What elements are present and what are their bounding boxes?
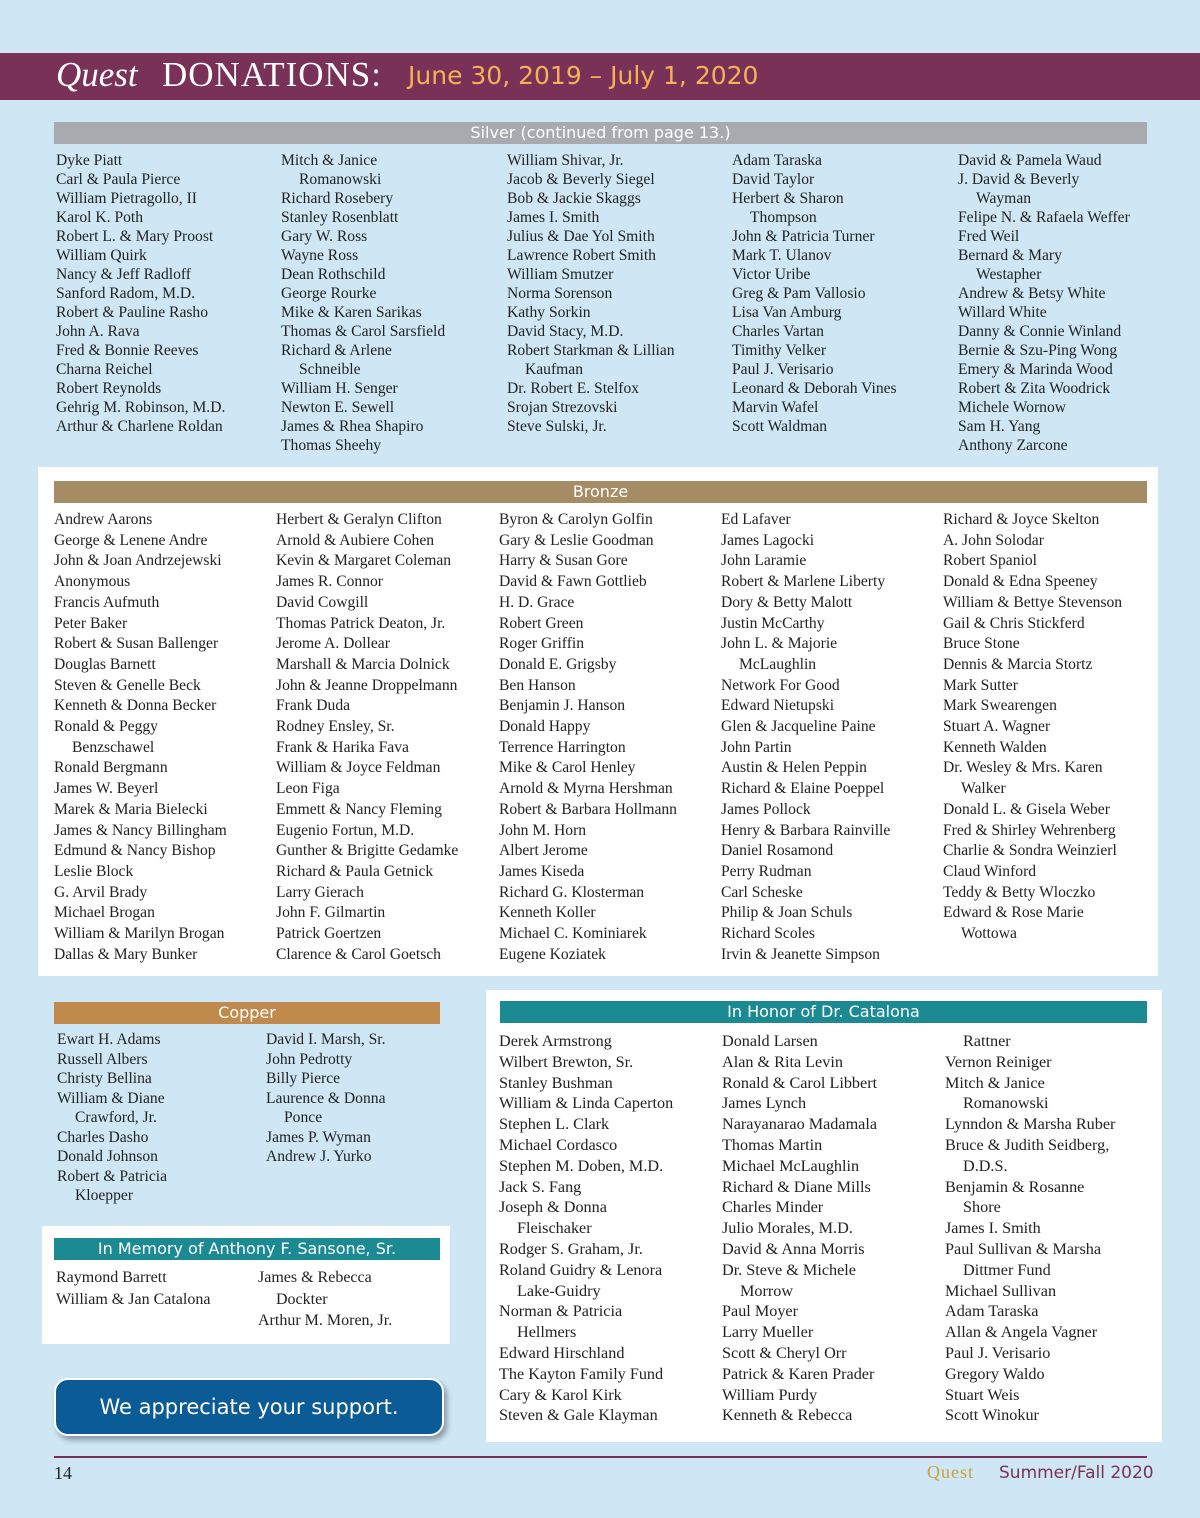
donor-name: Russell Albers [57,1050,148,1068]
donor-name: Raymond Barrett [56,1269,167,1286]
quest-logo-text: Quest [56,55,138,94]
bronze-column-4 [721,510,890,965]
donor-name: Edward Nietupski [721,697,835,715]
donor-name: Claud Winford [943,862,1037,880]
donor-name: Michael Cordasco [499,1135,618,1154]
donor-name: Paul Sullivan & Marsha [945,1239,1102,1258]
donor-name: Richard & Arlene [281,342,392,359]
donor-name-continued: Ponce [284,1109,323,1126]
donor-name-continued: Dittmer Fund [963,1260,1051,1279]
donor-name-continued: Dockter [276,1290,328,1308]
donor-name: Richard Rosebery [281,190,394,207]
donor-name: Benjamin J. Hanson [499,697,626,715]
donor-name: Arnold & Myrna Hershman [499,780,673,798]
donor-name: William Quirk [56,247,147,264]
donor-name: David I. Marsh, Sr. [266,1031,386,1048]
donor-name: James & Rebecca [258,1269,372,1286]
donor-name: Richard G. Klosterman [499,883,645,901]
donor-name-continued: Fleischaker [517,1219,592,1238]
donor-name: Byron & Carolyn Golfin [499,511,653,528]
donor-name: G. Arvil Brady [54,883,148,901]
donor-name: Stanley Rosenblatt [281,209,399,226]
donor-name: Dory & Betty Malott [721,593,853,611]
donor-name: Kevin & Margaret Coleman [276,552,452,570]
donor-name: John L. & Majorie [721,635,838,653]
donor-name: John & Jeanne Droppelmann [276,676,458,694]
donor-name: David Taylor [732,171,815,188]
donor-name: Fred & Shirley Wehrenberg [943,821,1116,839]
donor-name: Mike & Carol Henley [499,759,636,777]
donor-name: Ed Lafaver [721,511,791,528]
donor-name-continued: Schneible [299,361,361,378]
donor-name: Christy Bellina [57,1070,152,1087]
donor-name: Donald E. Grigsby [499,655,617,673]
donor-name: Leonard & Deborah Vines [732,380,897,397]
donor-name: Laurence & Donna [266,1089,386,1107]
bronze-column-1 [54,510,227,965]
donor-name: Sam H. Yang [958,418,1041,435]
donor-name: William & Diane [57,1089,165,1107]
donor-name: Irvin & Jeanette Simpson [721,945,880,963]
donor-name-continued: D.D.S. [963,1156,1008,1175]
donor-name: Daniel Rosamond [721,842,834,860]
donor-name: Teddy & Betty Wloczko [943,883,1096,901]
donor-name: Arnold & Aubiere Cohen [276,531,435,549]
donor-name: Adam Taraska [732,152,822,169]
donor-name: J. David & Beverly [958,171,1080,188]
donor-name: James Kiseda [499,862,585,880]
donor-name: William & Linda Caperton [499,1094,674,1113]
donor-name: Anonymous [54,573,131,591]
donor-name: Arthur & Charlene Roldan [56,418,223,435]
donor-name: Paul J. Verisario [732,361,834,378]
donor-name: James I. Smith [507,209,600,226]
donor-name: George Rourke [281,285,377,302]
memory-column-2 [258,1267,392,1332]
bronze-band: Bronze [54,481,1147,503]
donor-name: Kenneth Walden [943,738,1047,756]
donor-name: Larry Mueller [722,1323,814,1342]
donor-name: Francis Aufmuth [54,593,160,611]
donor-name: William Pietragollo, II [56,190,197,207]
page-number: 14 [54,1463,72,1483]
donor-name: Ben Hanson [499,676,576,694]
donor-name: Mitch & Janice [945,1073,1045,1092]
donor-name-continued: Morrow [740,1281,794,1300]
donor-name: John Pedrotty [266,1050,353,1068]
silver-column-3 [507,151,675,436]
donor-name: Richard & Paula Getnick [276,862,434,880]
donor-name: Eugene Koziatek [499,945,606,963]
donor-name: Danny & Connie Winland [958,323,1122,340]
donor-name: Rodger S. Graham, Jr. [499,1239,643,1258]
silver-column-1 [56,151,225,436]
donor-name-continued: Hellmers [517,1323,577,1342]
donor-name: John A. Rava [56,323,140,340]
donor-name: Charles Dasho [57,1128,149,1146]
donor-name: Donald Johnson [57,1148,158,1165]
copper-column-2 [266,1030,386,1167]
donor-name: Richard & Joyce Skelton [943,511,1100,528]
donor-name: Larry Gierach [276,883,364,901]
donor-name: Adam Taraska [945,1302,1039,1321]
donor-name: James P. Wyman [266,1128,371,1146]
donor-name: William & Marilyn Brogan [54,925,225,943]
donor-name: Gary & Leslie Goodman [499,531,654,549]
donor-name: David & Anna Morris [722,1239,865,1258]
donor-name: The Kayton Family Fund [499,1364,664,1383]
donor-name-continued: Kaufman [525,361,584,378]
donor-name: Kenneth & Donna Becker [54,697,217,715]
donor-name-continued: Lake-Guidry [517,1281,601,1300]
donor-name: A. John Solodar [943,531,1044,549]
donor-name: Robert & Susan Ballenger [54,635,219,653]
donor-name: William Smutzer [507,266,614,283]
donor-name: Dyke Piatt [56,152,123,169]
donor-name: Austin & Helen Peppin [721,759,867,777]
donor-name: Billy Pierce [266,1070,341,1087]
donor-name: Timithy Velker [732,342,827,359]
donor-name: Steven & Gale Klayman [499,1406,658,1425]
donor-name: Michael Sullivan [945,1281,1057,1300]
donor-name: Mark Swearengen [943,697,1057,715]
donor-name: Steve Sulski, Jr. [507,418,607,435]
donor-name: Paul Moyer [722,1302,798,1321]
donor-name: Jacob & Beverly Siegel [507,171,655,188]
donor-name: Dr. Robert E. Stelfox [507,380,640,397]
donor-name: Michael McLaughlin [722,1156,860,1175]
donor-name: Donald L. & Gisela Weber [943,800,1110,818]
donor-name: Norma Sorenson [507,285,613,302]
donor-name: Donald Larsen [722,1032,818,1050]
donor-name: Charna Reichel [56,361,153,378]
donor-name: Donald Happy [499,718,591,736]
donor-name: Stephen L. Clark [499,1115,610,1134]
donor-name: Michele Wornow [958,399,1067,416]
honor-column-2 [722,1031,877,1426]
bronze-column-3 [499,510,677,965]
donor-name: Bruce & Judith Seidberg, [945,1135,1110,1154]
donor-name: Network For Good [721,676,840,694]
donor-name: Nancy & Jeff Radloff [56,266,191,283]
donor-name: David & Fawn Gottlieb [499,573,647,591]
donor-name-continued: Crawford, Jr. [75,1109,157,1126]
donor-name-continued: Thompson [750,209,817,226]
date-range: June 30, 2019 – July 1, 2020 [408,61,759,90]
donor-name: Scott & Cheryl Orr [722,1343,847,1362]
bronze-column-2 [276,510,458,965]
donor-name: Frank & Harika Fava [276,738,409,756]
donor-name: Joseph & Donna [499,1198,607,1217]
donor-name: Herbert & Geralyn Clifton [276,511,442,528]
donor-name: Allan & Angela Vagner [945,1323,1098,1342]
donor-name: William & Bettye Stevenson [943,593,1123,611]
donor-name-continued: Rattner [963,1032,1011,1050]
donor-name: Gary W. Ross [281,228,368,245]
donor-name: H. D. Grace [499,593,575,611]
donor-name: William Shivar, Jr. [507,152,624,169]
donor-name: Herbert & Sharon [732,190,844,207]
donor-name: John & Patricia Turner [732,228,875,245]
donor-name: Norman & Patricia [499,1302,623,1321]
donor-name: Glen & Jacqueline Paine [721,718,876,736]
donor-name: Narayanarao Madamala [722,1115,878,1134]
donor-name: Bernie & Szu-Ping Wong [958,342,1118,359]
donor-name: Andrew & Betsy White [958,285,1106,302]
donor-name: James Pollock [721,800,811,818]
donor-name: Marvin Wafel [732,399,819,416]
donor-name: Gehrig M. Robinson, M.D. [56,399,226,416]
donor-name: Fred & Bonnie Reeves [56,342,199,359]
donor-name: Robert Spaniol [943,552,1037,570]
donor-name: Dallas & Mary Bunker [54,945,198,963]
support-banner: We appreciate your support. [54,1378,444,1436]
donor-name: Julio Morales, M.D. [722,1219,853,1238]
donor-name: Perry Rudman [721,862,812,880]
donor-name: Fred Weil [958,228,1020,245]
donor-name: William Purdy [722,1385,818,1404]
donor-name: Srojan Strezovski [507,399,618,416]
copper-band: Copper [54,1002,440,1024]
donor-name: Julius & Dae Yol Smith [507,228,655,245]
donor-name: Robert & Barbara Hollmann [499,800,677,818]
donor-name: Carl & Paula Pierce [56,171,181,188]
donor-name: George & Lenene Andre [54,531,208,549]
donor-name: Frank Duda [276,697,351,715]
donor-name: Alan & Rita Levin [722,1052,843,1071]
donor-name: David & Pamela Waud [958,152,1102,169]
donor-name-continued: McLaughlin [739,655,817,673]
donor-name: Terrence Harrington [499,738,626,756]
donor-name: Rodney Ensley, Sr. [276,718,395,736]
donor-name: Dennis & Marcia Stortz [943,655,1093,673]
donor-name: Robert Green [499,614,584,632]
donor-name: Stuart Weis [945,1385,1020,1404]
donor-name: John M. Horn [499,821,587,839]
donor-name: John & Joan Andrzejewski [54,552,222,570]
silver-band: Silver (continued from page 13.) [54,122,1147,144]
donor-name-continued: Kloepper [75,1187,134,1204]
memory-column-1 [56,1267,210,1310]
donor-name: Kathy Sorkin [507,304,591,321]
donor-name: Willard White [958,304,1047,321]
donor-name: Bob & Jackie Skaggs [507,190,641,207]
donor-name: Clarence & Carol Goetsch [276,945,441,963]
donor-name-continued: Romanowski [299,171,382,188]
donor-name: Scott Winokur [945,1406,1039,1425]
memory-band: In Memory of Anthony F. Sansone, Sr. [54,1238,440,1260]
footer-rule [54,1456,1147,1458]
donor-name: Ronald & Carol Libbert [722,1073,878,1092]
donor-name: James R. Connor [276,573,383,591]
donor-name: James & Nancy Billingham [54,821,227,839]
donor-name: Gunther & Brigitte Gedamke [276,842,459,860]
donor-name: Emmett & Nancy Fleming [276,800,442,818]
donor-name: Robert & Marlene Liberty [721,573,886,591]
donor-name: Gregory Waldo [945,1364,1045,1383]
donor-name: Ronald Bergmann [54,759,168,777]
donor-name: Ewart H. Adams [57,1031,161,1048]
donor-name: Roland Guidry & Lenora [499,1260,663,1279]
donor-name: Lisa Van Amburg [732,304,842,321]
donations-heading: DONATIONS: [162,55,382,94]
donor-name: Robert & Zita Woodrick [958,380,1111,397]
donor-name: Richard & Diane Mills [722,1177,871,1196]
donor-name: Andrew Aarons [54,511,153,528]
donor-name: Karol K. Poth [56,209,144,226]
donor-name: Charlie & Sondra Weinzierl [943,842,1117,860]
donor-name-continued: Westapher [976,266,1042,283]
donor-name: Steven & Genelle Beck [54,676,201,694]
donor-name: William H. Senger [281,380,398,397]
donor-name: Harry & Susan Gore [499,552,628,570]
donor-name: Lynndon & Marsha Ruber [945,1115,1116,1134]
donor-name-continued: Benzschawel [72,738,155,756]
donor-name: James W. Beyerl [54,780,159,798]
donor-name: Thomas & Carol Sarsfield [281,323,446,340]
donor-name: Stephen M. Doben, M.D. [499,1156,664,1175]
footer-quest-logo: Quest [927,1462,974,1482]
donor-name: John F. Gilmartin [276,904,386,922]
donor-name: Sanford Radom, M.D. [56,285,196,302]
donor-name: Gail & Chris Stickferd [943,614,1085,632]
honor-column-3 [945,1031,1115,1426]
donor-name: Mitch & Janice [281,152,378,169]
donor-name: John Laramie [721,552,807,570]
donor-name: Anthony Zarcone [958,437,1068,454]
silver-column-5 [958,151,1130,455]
donor-name: David Cowgill [276,593,369,611]
donor-name-continued: Walker [961,780,1006,798]
donor-name: Michael Brogan [54,904,155,922]
donor-name: Edward Hirschland [499,1343,625,1362]
donor-name: Thomas Martin [722,1135,823,1154]
donor-name: Arthur M. Moren, Jr. [258,1312,393,1329]
donor-name: Scott Waldman [732,418,828,435]
donor-name: Dean Rothschild [281,266,386,283]
donor-name: Robert Starkman & Lillian [507,342,675,359]
donor-name: Mark Sutter [943,676,1018,694]
donor-name: Greg & Pam Vallosio [732,285,866,302]
donor-name: Dr. Wesley & Mrs. Karen [943,759,1103,777]
donor-name: Robert L. & Mary Proost [56,228,214,245]
donor-name: Patrick Goertzen [276,925,382,943]
donor-name-continued: Wayman [976,190,1032,207]
honor-band: In Honor of Dr. Catalona [500,1001,1147,1023]
donor-name: Charles Minder [722,1198,824,1217]
donor-name: William & Joyce Feldman [276,759,441,777]
donor-name: Jerome A. Dollear [276,635,390,653]
donor-name: John Partin [721,738,792,756]
donor-name: Marek & Maria Bielecki [54,800,208,818]
donor-name: Kenneth Koller [499,904,596,922]
donor-name: Mark T. Ulanov [732,247,832,264]
donor-name: Kenneth & Rebecca [722,1406,853,1425]
donor-name: Lawrence Robert Smith [507,247,656,264]
donor-name: Richard & Elaine Poeppel [721,780,885,798]
donor-name: James Lynch [722,1094,807,1113]
donor-name: Stanley Bushman [499,1073,613,1092]
donor-name: James & Rhea Shapiro [281,418,424,435]
donor-name-continued: Romanowski [963,1094,1049,1113]
donor-name: Felipe N. & Rafaela Weffer [958,209,1130,226]
donor-name: Robert & Patricia [57,1167,167,1185]
donor-name: James I. Smith [945,1219,1041,1238]
donor-name: Stuart A. Wagner [943,718,1051,736]
donor-name: Mike & Karen Sarikas [281,304,422,321]
donor-name: Patrick & Karen Prader [722,1364,875,1383]
donor-name: Justin McCarthy [721,614,825,632]
donor-name-continued: Wottowa [961,925,1017,943]
donor-name-continued: Shore [963,1198,1001,1217]
donor-name: Henry & Barbara Rainville [721,821,891,839]
donor-name: Eugenio Fortun, M.D. [276,821,415,839]
donor-name: Carl Scheske [721,883,803,901]
donor-name: Benjamin & Rosanne [945,1177,1085,1196]
honor-column-1 [499,1031,673,1426]
donor-name: Wilbert Brewton, Sr. [499,1052,634,1071]
donor-name: Robert Reynolds [56,380,162,397]
donor-name: Cary & Karol Kirk [499,1385,622,1404]
donor-name: Charles Vartan [732,323,824,340]
donor-name: Bruce Stone [943,635,1020,653]
donor-name: Vernon Reiniger [945,1052,1052,1071]
donor-name: James Lagocki [721,531,815,549]
donor-name: Dr. Steve & Michele [722,1260,856,1279]
donor-name: Victor Uribe [732,266,811,283]
silver-column-2 [281,151,445,455]
donor-name: Philip & Joan Schuls [721,904,853,922]
donor-name: Edward & Rose Marie [943,904,1084,922]
donor-name: Jack S. Fang [499,1177,582,1196]
donor-name: Ronald & Peggy [54,718,158,736]
donor-name: Newton E. Sewell [281,399,395,416]
donor-name: Wayne Ross [281,247,359,264]
donor-name: Michael C. Kominiarek [499,925,647,943]
donor-name: Emery & Marinda Wood [958,361,1113,378]
donor-name: Marshall & Marcia Dolnick [276,655,450,673]
donor-name: Leon Figa [276,780,340,798]
donor-name: Thomas Patrick Deaton, Jr. [276,614,446,632]
donor-name: Edmund & Nancy Bishop [54,842,216,860]
donor-name: William & Jan Catalona [56,1290,211,1308]
donor-name: Bernard & Mary [958,247,1062,264]
donor-name: Peter Baker [54,614,128,632]
silver-column-4 [732,151,897,436]
donor-name: Roger Griffin [499,635,585,653]
donor-name: Paul J. Verisario [945,1343,1051,1362]
donor-name: Leslie Block [54,862,134,880]
donor-name: Albert Jerome [499,842,588,860]
donor-name: Thomas Sheehy [281,437,382,454]
copper-column-1 [57,1030,167,1206]
donor-name: Robert & Pauline Rasho [56,304,209,321]
bronze-column-5 [943,510,1122,945]
donor-name: Donald & Edna Speeney [943,573,1098,591]
donor-name: Douglas Barnett [54,655,156,673]
donor-name: Richard Scoles [721,925,815,943]
footer-issue: Summer/Fall 2020 [999,1463,1154,1483]
donor-name: Derek Armstrong [499,1032,612,1050]
donor-name: David Stacy, M.D. [507,323,624,340]
donor-name: Andrew J. Yurko [266,1148,372,1165]
